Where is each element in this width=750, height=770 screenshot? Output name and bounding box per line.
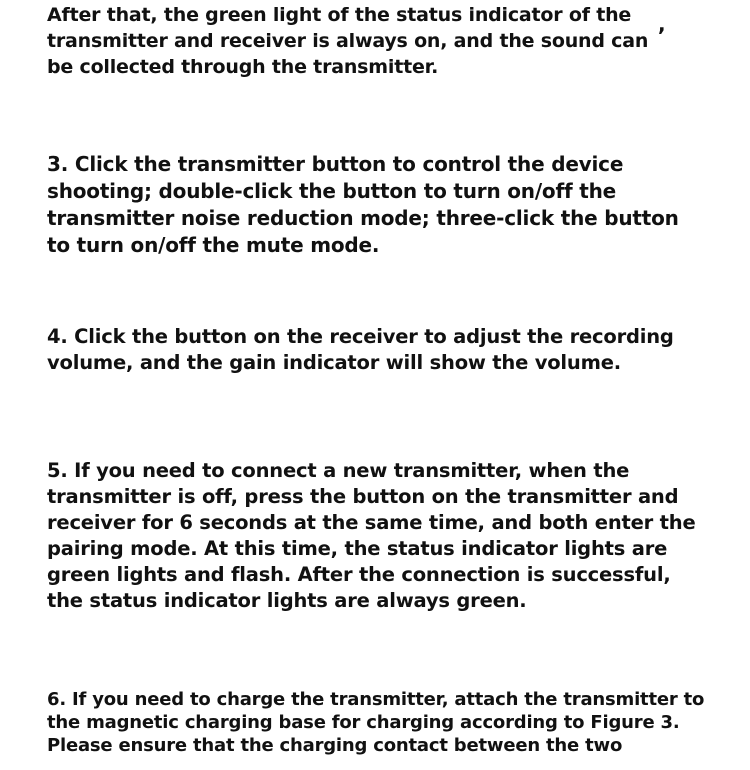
step-5-line: receiver for 6 seconds at the same time, and both enter the bbox=[47, 511, 696, 534]
step-3-line: shooting; double-click the button to turn on/off the bbox=[47, 179, 616, 203]
step-4-paragraph bbox=[47, 324, 674, 376]
step-5-line: transmitter is off, press the button on the transmitter and bbox=[47, 485, 679, 508]
step-6-line: 6. If you need to charge the transmitter, attach the transmitter to bbox=[47, 689, 705, 710]
intro-paragraph bbox=[47, 2, 648, 80]
step-4-line: 4. Click the button on the receiver to adjust the recording bbox=[47, 325, 674, 348]
intro-line: After that, the green light of the status indicator of the bbox=[47, 4, 632, 26]
stray-comma-mark: , bbox=[658, 12, 666, 36]
step-3-paragraph bbox=[47, 151, 679, 259]
step-5-line: green lights and flash. After the connection is successful, bbox=[47, 563, 671, 586]
step-5-line: 5. If you need to connect a new transmitter, when the bbox=[47, 459, 630, 482]
step-5-paragraph bbox=[47, 458, 695, 614]
intro-line: be collected through the transmitter. bbox=[47, 56, 439, 78]
step-6-line: the magnetic charging base for charging according to Figure 3. bbox=[47, 712, 680, 733]
step-6-line: Please ensure that the charging contact between the two bbox=[47, 735, 623, 756]
step-6-paragraph bbox=[47, 688, 704, 757]
step-5-line: the status indicator lights are always green. bbox=[47, 589, 527, 612]
step-3-line: 3. Click the transmitter button to control the device bbox=[47, 152, 624, 176]
step-5-line: pairing mode. At this time, the status indicator lights are bbox=[47, 537, 668, 560]
step-3-line: to turn on/off the mute mode. bbox=[47, 233, 380, 257]
step-3-line: transmitter noise reduction mode; three-click the button bbox=[47, 206, 679, 230]
intro-line: transmitter and receiver is always on, and the sound can bbox=[47, 30, 649, 52]
step-4-line: volume, and the gain indicator will show the volume. bbox=[47, 351, 621, 374]
